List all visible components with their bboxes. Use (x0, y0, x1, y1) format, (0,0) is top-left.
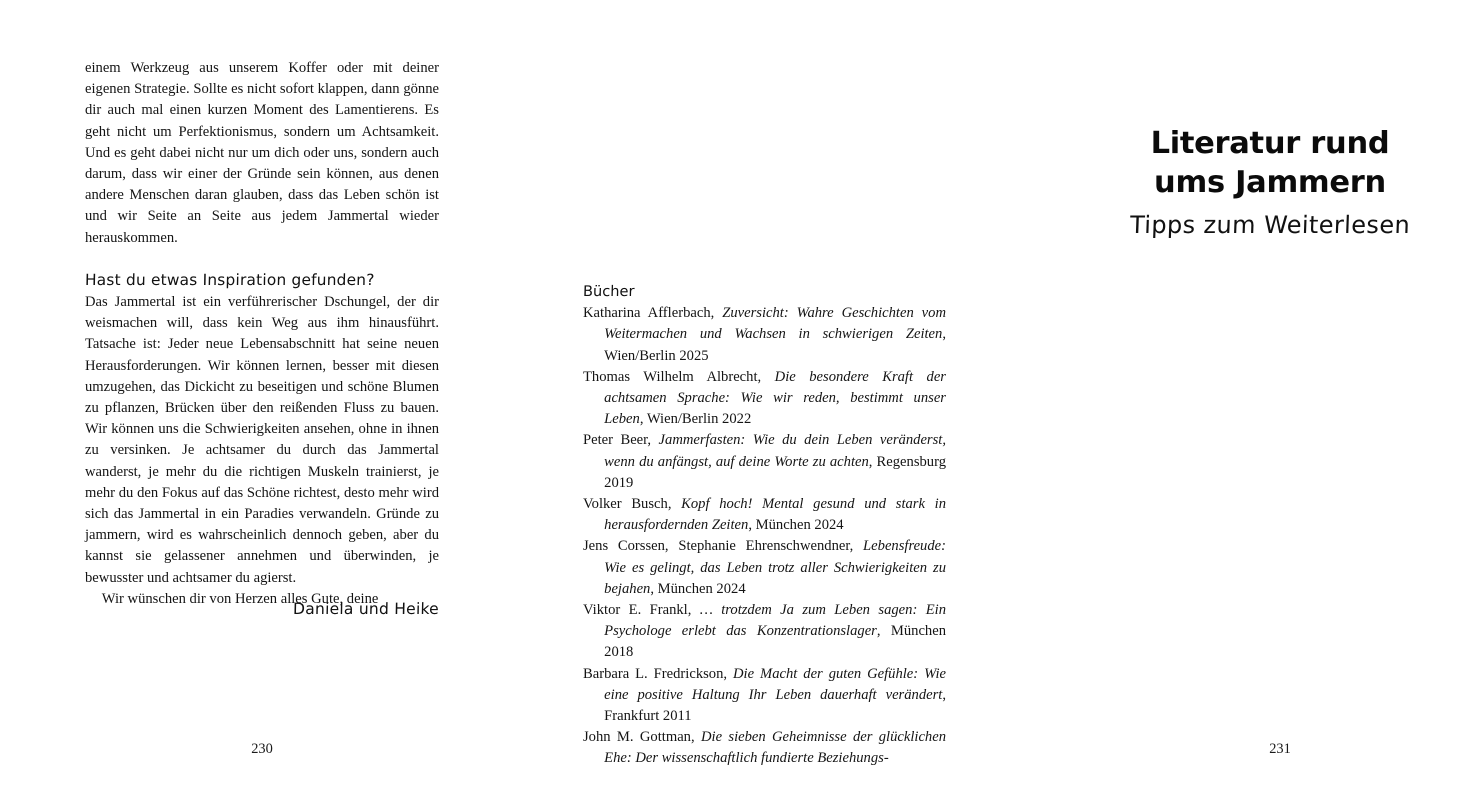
paragraph-spacer (85, 249, 439, 270)
entry-author: Jens Corssen, Stephanie Ehrenschwendner, (583, 538, 864, 555)
entry-title: Die besondere Kraft der achtsamen Sprache: Wie wir reden, bestimmt unser Leben (604, 368, 946, 428)
bibliography-heading (583, 282, 946, 303)
right-page-text-column (583, 282, 946, 770)
entry-publication: , Regensburg 2019 (604, 453, 946, 491)
entry-author: Barbara L. Fredrickson, (583, 665, 733, 682)
entry-title: Lebensfreude: Wie es gelingt, das Leben trotz aller Schwierigkeiten zu bejahen (604, 538, 946, 597)
entry-publication: , Wien/Berlin 2022 (639, 411, 752, 428)
section-heading-text: Hast du etwas Inspiration gefunden? (84, 271, 375, 290)
bibliography-entry (583, 494, 946, 536)
section-paragraph-2: Wir wünschen dir von Herzen alles Gute, deine (101, 590, 379, 607)
bibliography-list (583, 303, 946, 769)
chapter-subtitle (1070, 210, 1470, 240)
signature-block (85, 598, 439, 621)
folio-left: 230 (251, 741, 273, 757)
bibliography-entry (583, 727, 946, 769)
chapter-subtitle-text: Tipps zum Weiterlesen (1129, 211, 1411, 239)
left-page-text-column (85, 58, 439, 610)
bibliography-entry (583, 367, 946, 431)
entry-publication: , München 2024 (748, 517, 844, 534)
bibliography-entry (583, 430, 946, 494)
entry-title: Jammerfasten: Wie du dein Leben veränderst, wenn du anfängst, auf deine Worte zu achten (604, 432, 946, 470)
bibliography-entry (583, 536, 946, 600)
section-heading (85, 270, 439, 291)
chapter-title-line-1: Literatur rund (1150, 126, 1390, 161)
entry-title: Kopf hoch! Mental gesund und stark in herausfordernden Zeiten (604, 496, 946, 534)
section-paragraph-1: Das Jammertal ist ein verführerischer Dschungel, der dir weismachen will, dass kein Weg aus ihm hinausführt. Tatsache ist: Jeder neue Lebensabschnitt hat seine neuen Herausforderungen. Wir können lernen, besser mit diesen umzugehen, das Dickicht zu beseitigen und schöne Blumen zu pflanzen, Brücken über den reißenden Fluss zu bauen. Wir können uns die Schwierigkeiten ansehen, ohne in ihnen zu versinken. Je achtsamer du durch das Jammertal wanderst, je mehr du die richtigen Muskeln trainierst, je mehr du den Fokus auf das Schöne richtest, desto mehr wird sich das Jammertal in ein Paradies verwandeln. Gründe zu jammern, wird es wahrscheinlich dennoch geben, aber du kannst sie gelassener annehmen und überwinden, je bewusster und achtsamer du agierst. (85, 294, 439, 586)
entry-title: Die sieben Geheimnisse der glücklichen Ehe: Der wissenschaftlich fundierte Beziehungs- (604, 729, 947, 767)
folio-right: 231 (1269, 741, 1291, 757)
entry-publication: , Wien/Berlin 2025 (604, 326, 946, 364)
signature-line (85, 598, 439, 621)
entry-author: Volker Busch, (583, 496, 682, 513)
entry-publication: , München 2024 (650, 580, 746, 597)
continuation-paragraph: einem Werkzeug aus unserem Koffer oder mit deiner eigenen Strategie. Sollte es nicht sofort klappen, dann gönne dir auch mal einen kurzen Moment des Lamentierens. Es geht nicht um Perfektionismus, sondern um Achtsamkeit. Und es geht dabei nicht nur um dich oder uns, sondern auch darum, dass wir einer der Gründe sein können, aus denen andere Menschen daran glauben, dass das Leben schön ist und wir Seite an Seite aus jedem Jammertal wieder herauskommen. (85, 60, 439, 246)
chapter-title (1070, 124, 1470, 202)
entry-publication: , Frankfurt 2011 (604, 686, 946, 725)
entry-title: Die Macht der guten Gefühle: Wie eine positive Haltung Ihr Leben dauerhaft verändert (604, 665, 946, 703)
entry-title: Zuversicht: Wahre Geschichten vom Weitermachen und Wachsen in schwierigen Zeiten (604, 305, 947, 343)
entry-author: Peter Beer, (583, 432, 659, 449)
bibliography-heading-text: Bücher (582, 283, 635, 300)
entry-author: John M. Gottman, (583, 729, 701, 746)
bibliography-entry (583, 303, 946, 367)
entry-publication: , München 2018 (604, 623, 946, 661)
bibliography-entry (583, 600, 946, 664)
right-page (510, 0, 1411, 812)
chapter-title-line-2: ums Jammern (1154, 165, 1386, 200)
entry-author: Viktor E. Frankl, (583, 602, 700, 619)
entry-author: Katharina Afflerbach, (583, 305, 723, 322)
entry-title: … trotzdem Ja zum Leben sagen: Ein Psychologe erlebt das Konzentrationslager (604, 602, 946, 640)
entry-author: Thomas Wilhelm Albrecht, (583, 368, 775, 385)
left-page (0, 0, 510, 812)
signature-text: Daniela und Heike (292, 600, 440, 618)
bibliography-entry (583, 664, 946, 728)
